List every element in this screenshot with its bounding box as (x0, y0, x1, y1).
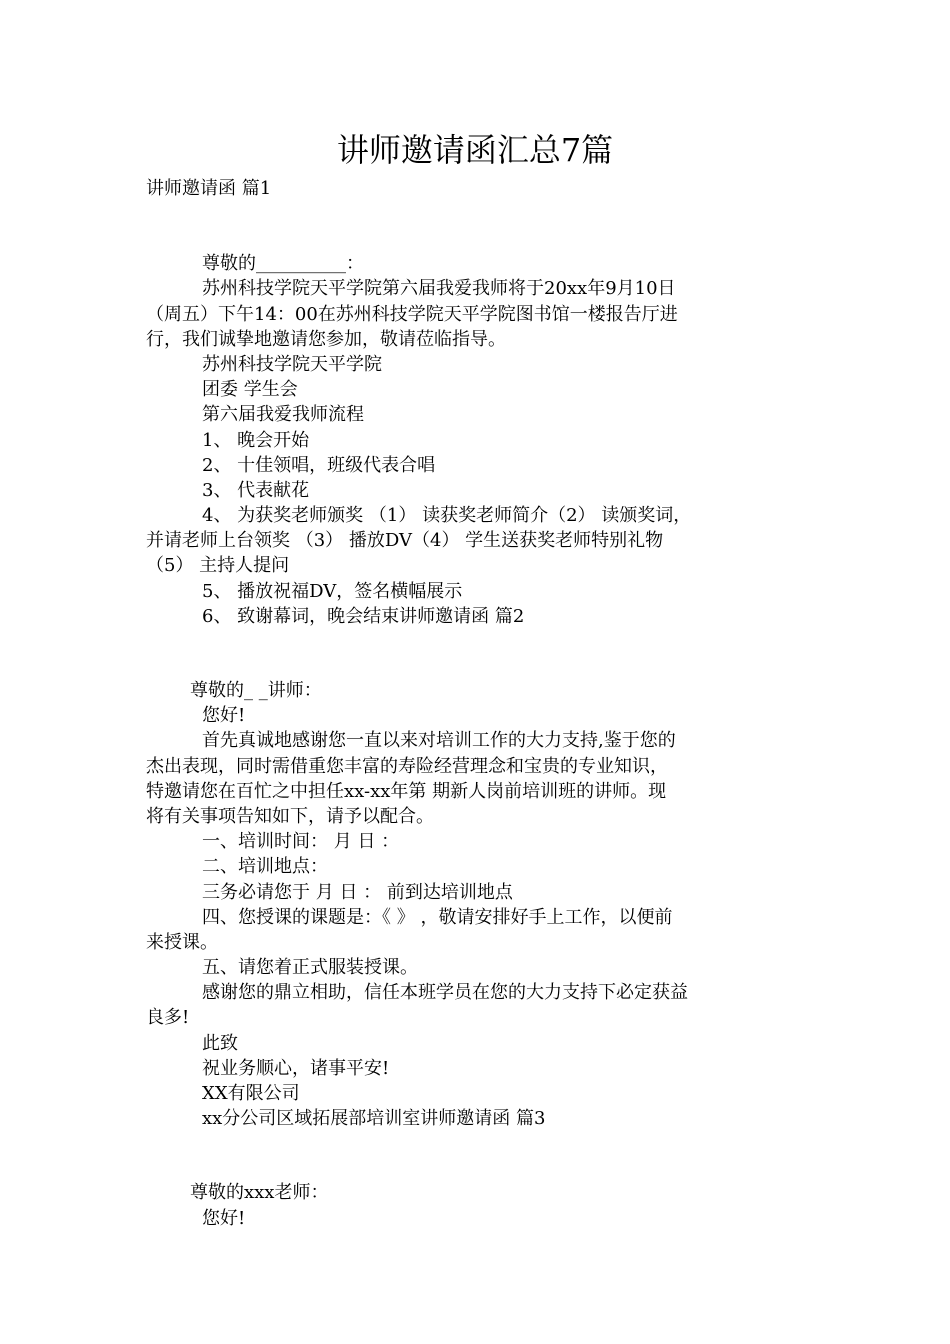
section-heading: 讲师邀请函 篇1 (146, 178, 272, 199)
flow-item: 4、 为获奖老师颁奖 （1） 读获奖老师简介（2） 读颁奖词， (202, 505, 692, 527)
signature-dept: xx分公司区域拓展部培训室讲师邀请函 篇3 (202, 1108, 546, 1130)
flow-item: 1、 晚会开始 (202, 429, 310, 451)
paragraph-line: 行，我们诚挚地邀请您参加，敬请莅临指导。 (146, 328, 506, 350)
paragraph-line: 感谢您的鼎立相助，信任本班学员在您的大力支持下必定获益 (202, 982, 688, 1004)
paragraph-line: （周五）下午14：00在苏州科技学院天平学院图书馆一楼报告厅进 (146, 303, 678, 325)
notice-item-continued: 来授课。 (146, 931, 218, 953)
salutation: 尊敬的_ _讲师： (190, 680, 322, 701)
document-body (146, 176, 814, 1231)
paragraph-line: 首先真诚地感谢您一直以来对培训工作的大力支持,鉴于您的 (202, 730, 676, 752)
organizer-line: 团委 学生会 (202, 379, 298, 401)
notice-item: 五、请您着正式服装授课。 (202, 957, 418, 979)
notice-item: 一、培训时间： 月 日 ： (202, 831, 400, 853)
flow-title: 第六届我爱我师流程 (202, 404, 364, 426)
signature-company: XX有限公司 (202, 1083, 300, 1104)
flow-item: 6、 致谢幕词，晚会结束讲师邀请函 篇2 (202, 605, 525, 627)
paragraph-line: 苏州科技学院天平学院第六届我爱我师将于20xx年9月10日 (202, 278, 676, 300)
greeting: 您好! (202, 1207, 246, 1229)
salutation: 尊敬的__________： (202, 253, 364, 275)
notice-item: 四、您授课的课题是：《 》 ，敬请安排好手上工作，以便前 (202, 906, 673, 928)
document-title: 讲师邀请函汇总7篇 (336, 131, 614, 169)
flow-item: 2、 十佳领唱，班级代表合唱 (202, 454, 436, 476)
flow-item-continued: （5） 主持人提问 (146, 555, 290, 577)
flow-item: 5、 播放祝福DV，签名横幅展示 (202, 580, 463, 602)
paragraph-line: 杰出表现，同时需借重您丰富的寿险经营理念和宝贵的专业知识， (146, 755, 668, 777)
paragraph-line: 特邀请您在百忙之中担任xx-xx年第 期新人岗前培训班的讲师。现 (146, 780, 667, 802)
closing-line: 祝业务顺心，诸事平安! (202, 1057, 390, 1079)
organizer-line: 苏州科技学院天平学院 (202, 353, 382, 375)
closing-line: 此致 (202, 1032, 238, 1054)
flow-item: 3、 代表献花 (202, 479, 310, 501)
salutation: 尊敬的xxx老师： (190, 1182, 329, 1204)
flow-item-continued: 并请老师上台领奖 （3） 播放DV（4） 学生送获奖老师特别礼物 (146, 530, 664, 552)
paragraph-line: 良多! (146, 1007, 190, 1029)
notice-item: 二、培训地点： (202, 856, 328, 878)
greeting: 您好! (202, 705, 246, 727)
paragraph-line: 将有关事项告知如下，请予以配合。 (146, 805, 434, 827)
notice-item: 三务必请您于 月 日 ： 前到达培训地点 (202, 881, 513, 903)
